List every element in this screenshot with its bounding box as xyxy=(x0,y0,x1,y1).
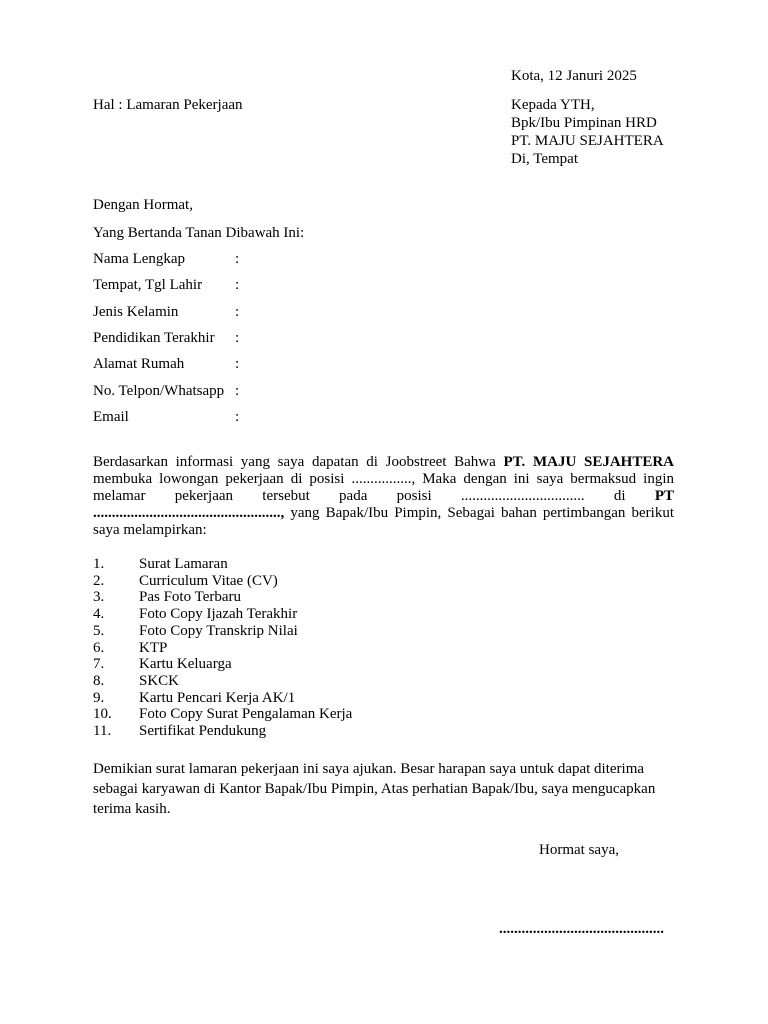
list-text: Surat Lamaran xyxy=(139,556,228,572)
body-text-3: yang Bapak/Ibu Pimpin, Sebagai bahan pertimbangan berikut saya melampirkan: xyxy=(93,505,674,538)
list-number: 3. xyxy=(93,589,105,606)
date-line: Kota, 12 Januri 2025 xyxy=(511,68,637,84)
list-item xyxy=(93,623,352,640)
body-text-1: Berdasarkan informasi yang saya dapatan di Joobstreet Bahwa xyxy=(93,454,504,470)
list-item xyxy=(93,656,352,673)
list-item xyxy=(93,706,352,723)
intro-line: Yang Bertanda Tanan Dibawah Ini: xyxy=(93,225,305,241)
list-text: Foto Copy Surat Pengalaman Kerja xyxy=(139,706,353,723)
list-number: 11. xyxy=(93,723,112,740)
field-label: Nama Lengkap xyxy=(93,251,186,267)
list-text: SKCK xyxy=(139,672,180,689)
signoff: Hormat saya, xyxy=(539,842,619,858)
list-text: Foto Copy Transkrip Nilai xyxy=(139,622,298,639)
company-name: PT. MAJU SEJAHTERA xyxy=(503,454,674,470)
list-item xyxy=(93,573,352,590)
field-colon: : xyxy=(235,383,240,399)
field-colon: : xyxy=(235,251,240,267)
list-text: Curriculum Vitae (CV) xyxy=(139,572,278,589)
list-text: KTP xyxy=(139,639,168,656)
list-text: Pas Foto Terbaru xyxy=(139,589,241,606)
field-label: Alamat Rumah xyxy=(93,356,185,372)
body-text-2: membuka lowongan pekerjaan di posisi ................, Maka dengan ini saya bermaksud ingin melamar pekerjaan tersebut pada posisi ................................. di xyxy=(93,471,674,504)
list-item xyxy=(93,640,352,657)
field-label: Email xyxy=(93,409,129,425)
list-text: Foto Copy Ijazah Terakhir xyxy=(139,606,298,623)
field-colon: : xyxy=(235,277,240,293)
recipient-line-4: Di, Tempat xyxy=(511,151,578,167)
list-number: 10. xyxy=(93,706,112,723)
recipient-line-1: Kepada YTH, xyxy=(511,97,595,113)
list-text: Kartu Keluarga xyxy=(139,656,232,673)
list-item xyxy=(93,556,352,573)
recipient-line-2: Bpk/Ibu Pimpinan HRD xyxy=(511,115,657,131)
list-item xyxy=(93,673,352,690)
list-number: 9. xyxy=(93,689,105,706)
list-number: 4. xyxy=(93,606,105,623)
list-number: 7. xyxy=(93,656,105,673)
attachment-list xyxy=(93,556,352,740)
list-text: Kartu Pencari Kerja AK/1 xyxy=(139,689,296,706)
list-number: 6. xyxy=(93,639,105,656)
subject-line: Hal : Lamaran Pekerjaan xyxy=(93,97,243,113)
field-label: Jenis Kelamin xyxy=(93,304,179,320)
list-number: 8. xyxy=(93,672,105,689)
list-item xyxy=(93,690,352,707)
field-colon: : xyxy=(235,409,240,425)
greeting: Dengan Hormat, xyxy=(93,197,193,213)
recipient-block xyxy=(511,96,664,168)
field-label: Tempat, Tgl Lahir xyxy=(93,277,203,293)
field-colon: : xyxy=(235,330,240,346)
closing-paragraph: Demikian surat lamaran pekerjaan ini saya ajukan. Besar harapan saya untuk dapat diterima sebagai karyawan di Kantor Bapak/Ibu Pimpin, Atas perhatian Bapak/Ibu, saya mengucapkan terima kasih. xyxy=(93,761,656,817)
list-item xyxy=(93,723,352,740)
recipient-line-3: PT. MAJU SEJAHTERA xyxy=(511,133,664,149)
field-label: Pendidikan Terakhir xyxy=(93,330,215,346)
field-label: No. Telpon/Whatsapp xyxy=(93,383,225,399)
list-number: 2. xyxy=(93,572,105,589)
list-number: 1. xyxy=(93,556,105,572)
signature-line: ............................................ xyxy=(499,921,664,937)
company-placeholder: PT .................................................., xyxy=(93,488,674,521)
list-number: 5. xyxy=(93,622,105,639)
body-paragraph xyxy=(93,454,674,539)
field-colon: : xyxy=(235,356,240,372)
list-item xyxy=(93,606,352,623)
list-item xyxy=(93,589,352,606)
field-colon: : xyxy=(235,304,240,320)
list-text: Sertifikat Pendukung xyxy=(139,723,267,740)
